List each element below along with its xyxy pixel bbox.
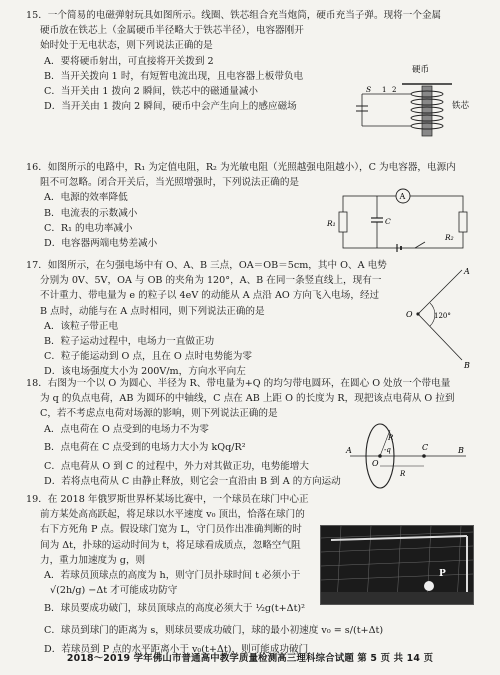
q17-option-b: B．粒子运动过程中，电场力一直做正功 <box>44 336 215 348</box>
q15-line-2: 始时处于无电状态，则下列说法正确的是 <box>40 40 213 52</box>
q19-line-3: 间为 Δt，扑球的运动时间为 t，将足球看成质点，忽略空气阻 <box>40 539 301 551</box>
q17-line-1: 分别为 0V、5V，OA 与 OB 的夹角为 120°，A、B 在同一条竖直线上，现有一 <box>40 275 382 287</box>
q16-line-1: 阻不可忽略。闭合开关后，当光照增强时，下列说法正确的是 <box>40 177 300 189</box>
q17-line-3: B 点时，动能与在 A 点时相同，则下列说法正确的是 <box>40 305 265 317</box>
q17-option-a: A．该粒子带正电 <box>44 320 119 332</box>
q19-goal-net <box>321 526 473 604</box>
q19-line-4: 力，重力加速度为 g，则 <box>40 554 146 566</box>
q17-point-o: O <box>406 310 413 319</box>
q18-ring-figure <box>346 420 472 490</box>
q16-ammeter-label: A <box>399 192 406 201</box>
q16-switch <box>415 242 425 248</box>
q19-ball <box>424 581 434 591</box>
q17-field-figure <box>400 262 480 372</box>
q15-option-d: D．当开关由 1 拨向 2 瞬间，硬币中会产生向上的感应磁场 <box>44 101 297 113</box>
q15-option-a: A．要将硬币射出，可直接将开关拨到 2 <box>44 55 214 67</box>
q17-line-0: 17．如图所示，在匀强电场中有 O、A、B 三点，OA＝OB＝5cm，其中 O、A 电势 <box>26 260 387 271</box>
q16-option-b: B．电流表的示数减小 <box>44 207 138 219</box>
q16-r1 <box>339 212 347 232</box>
q16-circuit-figure <box>327 188 473 254</box>
q18-line-2: C，若不考虑点电荷对场源的影响，则下列说法正确的是 <box>40 408 278 420</box>
q18-charge-label: -q <box>384 446 391 454</box>
q17-angle-label: 120° <box>434 312 451 320</box>
q17-line-2: 不计重力、带电量为 e 的粒子以 4eV 的动能从 A 点沿 AO 方向飞入电场，经过 <box>40 290 380 302</box>
q19-option-a-cont: √(2h/g) −Δt 才可能成功防守 <box>50 585 178 597</box>
q16-r1-label: R₁ <box>327 219 336 228</box>
q18-option-a: A．点电荷在 O 点受到的电场力不为零 <box>44 423 209 435</box>
q18-line-0: 18．右图为一个以 O 为圆心、半径为 R、带电量为+Q 的均匀带电圆环，在圆心 O 处放一个带电量 <box>26 378 451 389</box>
q19-option-a: A．若球员顶球点的高度为 h，则守门员扑球时间 t 必须小于 <box>44 570 301 582</box>
q16-option-a: A．电源的效率降低 <box>44 192 128 204</box>
q15-switch-pos-1: 1 <box>382 86 387 94</box>
q16-r2-label: R₂ <box>445 233 454 242</box>
q17-point-b: B <box>464 361 470 370</box>
q19-option-c: C．球员到球门的距离为 s，则球员要成功破门，球的最小初速度 v₀ = s/(t+Δt) <box>44 625 384 637</box>
q16-line-0: 16．如图所示的电路中，R₁ 为定值电阻，R₂ 为光敏电阻（光照越强电阻越小），C 为电容器，电源内 <box>26 162 456 173</box>
q18-line-1: 为 q 的负点电荷，AB 为圆环的中轴线，C 点在 AB 上距 O 的长度为 R，现把该点电荷从 O 拉到 <box>40 393 455 405</box>
q18-option-d: D．若将点电荷从 C 由静止释放，则它会一直沿由 B 到 A 的方向运动 <box>44 476 341 488</box>
q16-option-c: C．R₁ 的电功率减小 <box>44 222 133 234</box>
q17-oa-segment <box>418 270 462 314</box>
q16-option-d: D．电容器两端电势差减小 <box>44 238 158 250</box>
q19-line-2: 右下方死角 P 点。假设球门宽为 L，守门员作出准确判断的时 <box>40 524 302 536</box>
q19-option-b: B．球员要成功破门，球员顶球点的高度必须大于 ½g(t+Δt)² <box>44 603 306 615</box>
q15-core-label: 铁芯 <box>452 101 470 111</box>
q15-coil-figure <box>352 64 482 144</box>
q15-line-1: 硬币放在铁芯上（金属硬币半径略大于铁芯半径），电容器刚开 <box>40 25 304 37</box>
q16-r2 <box>459 212 467 232</box>
q18-option-b: B．点电荷在 C 点受到的电场力大小为 kQq/R² <box>44 441 246 453</box>
q18-option-c: C．点电荷从 O 到 C 的过程中，外力对其做正功，电势能增大 <box>44 460 309 472</box>
q15-switch-pos-2: 2 <box>392 86 397 94</box>
q17-point-a: A <box>464 267 470 276</box>
q16-c-label: C <box>385 217 391 226</box>
q15-switch-label: S <box>366 85 372 94</box>
q19-goal-photo <box>320 525 474 605</box>
page-footer: 2018～2019 学年佛山市普通高中教学质量检测高三理科综合试题 第 5 页 共 14 页 <box>66 653 434 664</box>
q19-line-1: 前方某处高高跃起，将足球以水平速度 v₀ 顶出，恰落在球门的 <box>40 509 305 521</box>
q17-ob-segment <box>418 314 462 360</box>
q19-option-d: D．若球员到 P 点的水平距离小于 v₀(t+Δt)，则可能成功破门 <box>44 644 309 656</box>
q17-option-c: C．粒子能运动到 O 点，且在 O 点时电势能为零 <box>44 351 252 363</box>
q18-point-o: O <box>372 459 379 468</box>
q19-point-p: P <box>439 569 446 579</box>
q15-coin-label: 硬币 <box>412 65 430 75</box>
q19-line-0: 19．在 2018 年俄罗斯世界杯某场比赛中，一个球员在球门中心正 <box>26 494 309 505</box>
q18-point-b: B <box>458 446 464 455</box>
question-17 <box>26 258 387 380</box>
q18-point-a: A <box>346 446 352 455</box>
q17-option-d: D．该电场强度大小为 200V/m，方向水平向左 <box>44 366 246 378</box>
q15-option-b: B．当开关拨向 1 时，有短暂电流出现，且电容器上板带负电 <box>44 70 304 82</box>
q18-point-c: C <box>422 443 429 452</box>
q15-line-0: 15．一个简易的电磁弹射玩具如图所示。线圈、铁芯组合充当炮筒，硬币充当子弹。现将一个金属 <box>26 10 442 21</box>
q18-radius-label: R <box>388 434 394 442</box>
q15-option-c: C．当开关由 1 拨向 2 瞬间，铁芯中的磁通量减小 <box>44 86 259 98</box>
q18-distance-label: R <box>400 470 406 478</box>
